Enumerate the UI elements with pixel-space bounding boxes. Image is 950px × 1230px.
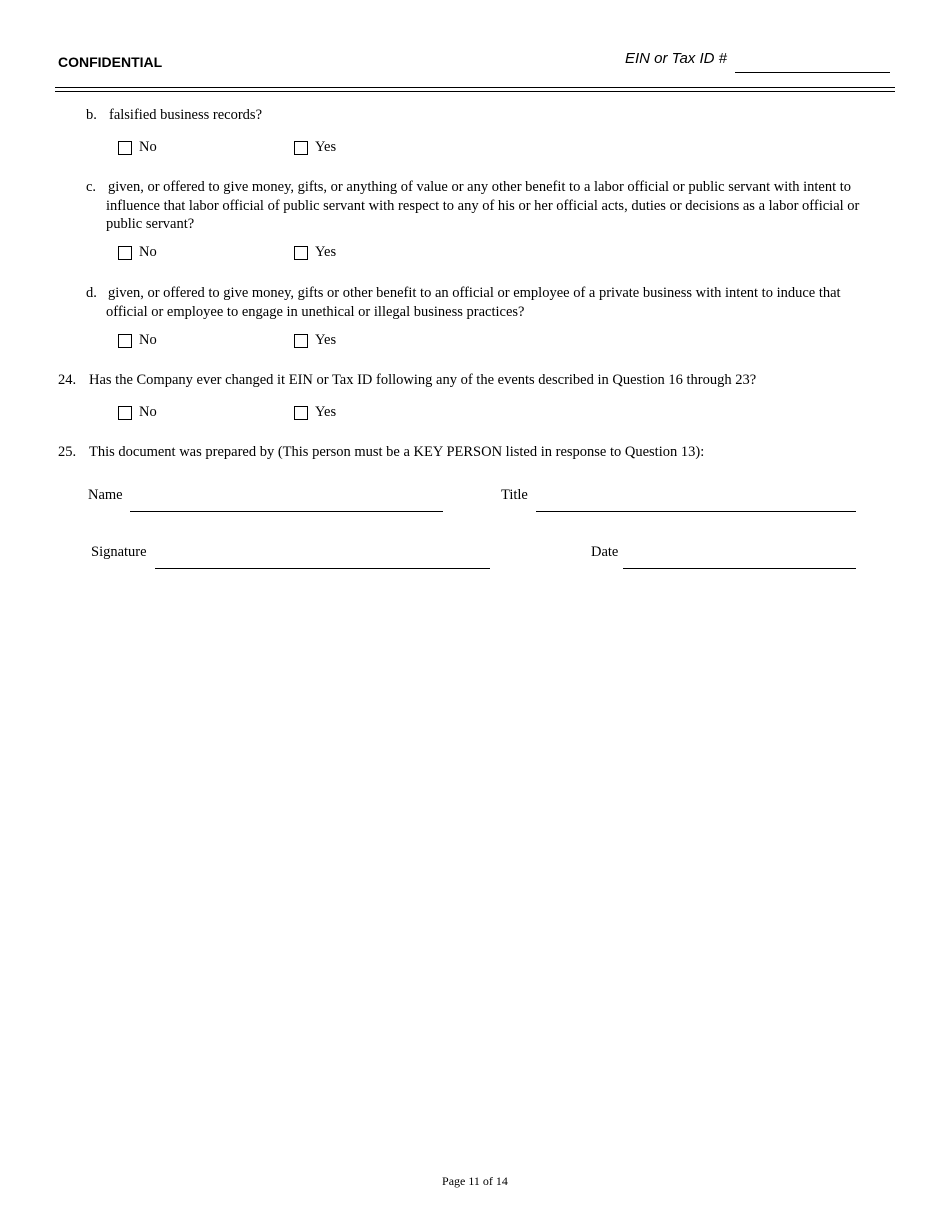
question-d-no-label: No [139, 332, 157, 348]
signature-label: Signature [91, 544, 147, 560]
ein-input-line[interactable] [735, 72, 890, 73]
question-24-yes-checkbox[interactable] [294, 406, 308, 420]
signature-input-line[interactable] [155, 568, 490, 569]
question-c-marker: c. [86, 179, 97, 195]
question-d-yes-checkbox[interactable] [294, 334, 308, 348]
question-b-yes-label: Yes [315, 139, 337, 155]
question-d-yes-label: Yes [315, 332, 337, 348]
confidential-label: CONFIDENTIAL [58, 54, 163, 70]
question-24-yes-label: Yes [315, 404, 337, 420]
question-d-text: given, or offered to give money, gifts or other benefit to an official or employee of a private business with intent to induce that official or employee to engage in unethical or illegal business practices? [106, 285, 841, 320]
date-input-line[interactable] [623, 568, 856, 569]
question-24-no-label: No [139, 404, 157, 420]
name-input-line[interactable] [130, 511, 443, 512]
question-25-number: 25. [58, 444, 77, 460]
page-number: Page 11 of 14 [442, 1174, 508, 1188]
question-b-text: falsified business records? [109, 107, 263, 123]
question-d-marker: d. [86, 285, 97, 301]
question-24-text: Has the Company ever changed it EIN or Tax ID following any of the events described in Question 16 through 23? [89, 372, 757, 388]
question-b-no-label: No [139, 139, 157, 155]
question-24-no-checkbox[interactable] [118, 406, 132, 420]
title-label: Title [501, 487, 528, 503]
date-label: Date [591, 544, 619, 560]
header-rule-bottom [55, 91, 895, 92]
question-24-number: 24. [58, 372, 77, 388]
question-d-no-checkbox[interactable] [118, 334, 132, 348]
name-label: Name [88, 487, 123, 503]
question-b-yes-checkbox[interactable] [294, 141, 308, 155]
question-c-yes-checkbox[interactable] [294, 246, 308, 260]
question-b-marker: b. [86, 107, 97, 123]
question-c-text: given, or offered to give money, gifts, or anything of value or any other benefit to a labor official or public servant with intent to influence that labor official of public servant with respect to any of his or her official acts, duties or decisions as a labor official or public servant? [106, 179, 860, 232]
title-input-line[interactable] [536, 511, 856, 512]
question-b-no-checkbox[interactable] [118, 141, 132, 155]
question-c-no-checkbox[interactable] [118, 246, 132, 260]
question-c-no-label: No [139, 244, 157, 260]
header-rule-top [55, 87, 895, 88]
ein-label: EIN or Tax ID # [625, 50, 727, 67]
question-25-text: This document was prepared by (This person must be a KEY PERSON listed in response to Question 13): [89, 444, 705, 460]
question-c-yes-label: Yes [315, 244, 337, 260]
